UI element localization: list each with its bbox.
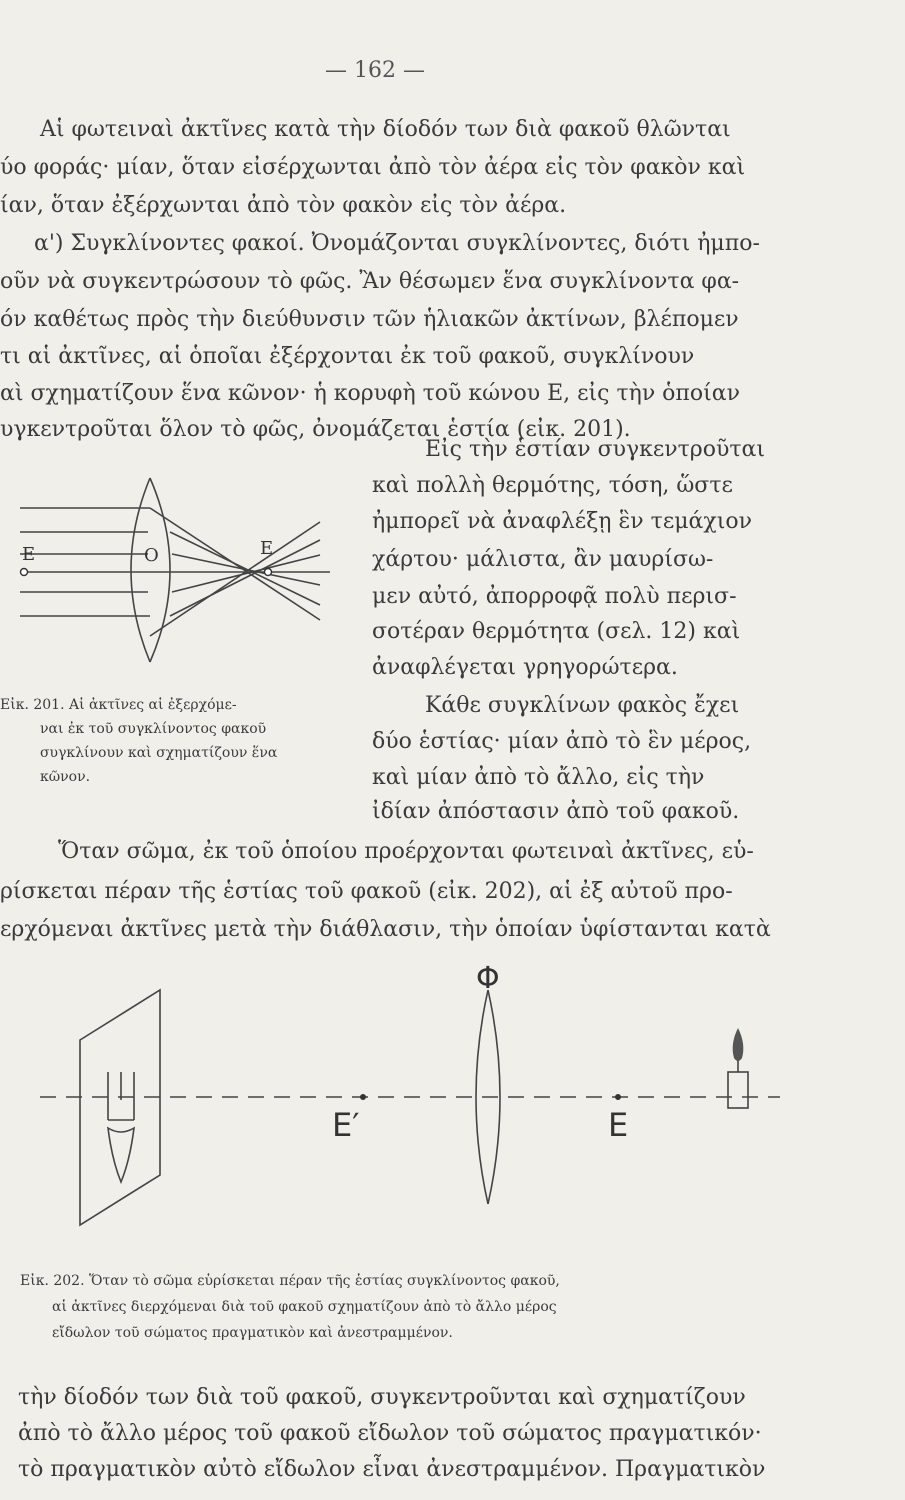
screen-plane xyxy=(80,990,160,1225)
label-lens-phi: Φ xyxy=(476,961,500,996)
label-o: O xyxy=(144,545,159,566)
image-focus-point xyxy=(360,1094,366,1100)
text-line: χάρτου· μάλιστα, ἂν μαυρίσω- xyxy=(372,547,714,572)
label-object-focus: E xyxy=(608,1106,629,1144)
candle-body xyxy=(728,1072,748,1108)
caption-line: Εἰκ. 202. Ὅταν τὸ σῶμα εὑρίσκεται πέραν τῆς ἑστίας συγκλίνοντος φακοῦ, xyxy=(20,1273,560,1289)
text-line: καὶ πολλὴ θερμότης, τόση, ὥστε xyxy=(372,473,733,498)
text-line: οῦν νὰ συγκεντρώσουν τὸ φῶς. Ἂν θέσωμεν ἕνα συγκλίνοντα φα- xyxy=(0,269,740,294)
text-line: τὸ πραγματικὸν αὐτὸ εἴδωλον εἶναι ἀνεστραμμένον. Πραγματικὸν xyxy=(18,1457,766,1482)
text-line: δύο ἑστίας· μίαν ἀπὸ τὸ ἓν μέρος, xyxy=(372,729,752,754)
text-line: ίαν, ὅταν ἐξέρχωνται ἀπὸ τὸν φακὸν εἰς τὸν ἀέρα. xyxy=(0,193,567,218)
caption-line: κῶνον. xyxy=(40,769,91,785)
label-focus-e: E xyxy=(260,538,274,559)
text-line: Αἱ φωτειναὶ ἀκτῖνες κατὰ τὴν δίοδόν των διὰ φακοῦ θλῶνται xyxy=(40,117,731,142)
text-line: ερχόμεναι ἀκτῖνες μετὰ τὴν διάθλασιν, τὴν ὁποίαν ὑφίστανται κατὰ xyxy=(0,917,771,942)
text-line: ἠμπορεῖ νὰ ἀναφλέξῃ ἓν τεμάχιον xyxy=(372,509,752,534)
text-line: όν καθέτως πρὸς τὴν διεύθυνσιν τῶν ἡλιακῶν ἀκτίνων, βλέπομεν xyxy=(0,307,739,332)
text-line: καὶ μίαν ἀπὸ τὸ ἄλλο, εἰς τὴν xyxy=(372,765,705,790)
left-focus-point xyxy=(21,569,28,576)
text-line: ἀπὸ τὸ ἄλλο μέρος τοῦ φακοῦ εἴδωλον τοῦ σώματος πραγματικόν· xyxy=(18,1421,762,1446)
text-line: υγκεντροῦται ὅλον τὸ φῶς, ὀνομάζεται ἑστία (εἰκ. 201). xyxy=(0,417,631,442)
page-number: — 162 — xyxy=(325,58,425,83)
figure-201-diagram xyxy=(20,470,340,680)
text-line: τι αἱ ἀκτῖνες, αἱ ὁποῖαι ἐξέρχονται ἐκ τοῦ φακοῦ, συγκλίνουν xyxy=(0,344,695,369)
object-focus-point xyxy=(615,1094,621,1100)
text-line: ύο φοράς· μίαν, ὅταν εἰσέρχωνται ἀπὸ τὸν ἀέρα εἰς τὸν φακὸν καὶ xyxy=(0,155,746,180)
focus-point xyxy=(265,569,272,576)
text-line: ρίσκεται πέραν τῆς ἑστίας τοῦ φακοῦ (εἰκ. 202), αἱ ἐξ αὐτοῦ προ- xyxy=(0,879,733,904)
lens-left-arc xyxy=(131,478,150,662)
inverted-flame xyxy=(108,1128,134,1182)
text-line: Κάθε συγκλίνων φακὸς ἔχει xyxy=(425,693,740,718)
caption-line: ναι ἐκ τοῦ συγκλίνοντος φακοῦ xyxy=(40,721,267,737)
caption-line: συγκλίνουν καὶ σχηματίζουν ἕνα xyxy=(40,745,278,761)
label-left-e: E xyxy=(22,544,36,565)
text-line: σοτέραν θερμότητα (σελ. 12) καὶ xyxy=(372,619,741,644)
figure-202-diagram xyxy=(30,960,790,1250)
text-line: α') Συγκλίνοντες φακοί. Ὀνομάζονται συγκλίνοντες, διότι ἠμπο- xyxy=(34,231,760,256)
text-line: αὶ σχηματίζουν ἕνα κῶνον· ἡ κορυφὴ τοῦ κώνου Ε, εἰς τὴν ὁποίαν xyxy=(0,381,740,406)
caption-line: Εἰκ. 201. Αἱ ἀκτῖνες αἱ ἐξερχόμε- xyxy=(0,697,237,713)
text-line: μεν αὐτό, ἀπορροφᾷ πολὺ περισ- xyxy=(372,584,737,609)
caption-line: αἱ ἀκτῖνες διερχόμεναι διὰ τοῦ φακοῦ σχηματίζουν ἀπὸ τὸ ἄλλο μέρος xyxy=(52,1299,557,1315)
text-line: ἰδίαν ἀπόστασιν ἀπὸ τοῦ φακοῦ. xyxy=(372,799,740,824)
label-image-focus: E′ xyxy=(332,1106,360,1144)
text-line: τὴν δίοδόν των διὰ τοῦ φακοῦ, συγκεντροῦνται καὶ σχηματίζουν xyxy=(18,1385,746,1410)
caption-line: εἴδωλον τοῦ σώματος πραγματικὸν καὶ ἀνεστραμμένον. xyxy=(52,1325,453,1341)
text-line: ἀναφλέγεται γρηγορώτερα. xyxy=(372,655,678,680)
candle-flame xyxy=(733,1028,744,1061)
text-line: Εἰς τὴν ἑστίαν συγκεντροῦται xyxy=(425,437,766,462)
text-line: Ὅταν σῶμα, ἐκ τοῦ ὁποίου προέρχονται φωτειναὶ ἀκτῖνες, εὑ- xyxy=(58,839,754,864)
